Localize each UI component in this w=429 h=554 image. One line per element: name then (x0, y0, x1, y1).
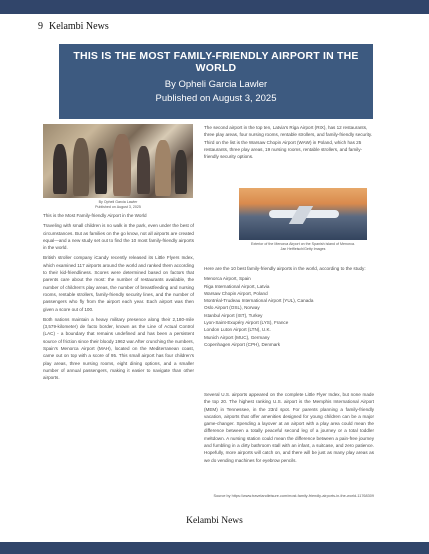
bottom-bar (0, 542, 429, 554)
paragraph: Several U.S. airports appeared on the complete Little Flyer Index, but none made the top 20. The highest ranking U.S. airport is the Memphis International Airport (MEM) in Tennessee, in the 23rd spot. For parents planning a family-friendly vacation, airports that offer amenities designed for young children can be a major game-changer. Spending a layover at an airport with a play area could mean the difference between a totally peaceful second leg of a journey or a total toddler meltdown. A nursing station could mean the difference between a pain-free journey and fumbling in a dirty bathroom stall with an infant, a suitcase, and zero patience. Hopefully, more airports will catch on, and there will be just as many play areas as we do vending machines for eyebrow pencils. (204, 392, 374, 463)
list-item: Istanbul Airport (IST), Turkey (204, 312, 263, 318)
airport-list-section (204, 265, 374, 351)
list-item: Menorca Airport, Spain (204, 276, 251, 282)
top-bar (0, 0, 429, 14)
article-title: THIS IS THE MOST FAMILY-FRIENDLY AIRPORT IN THE WORLD (73, 50, 359, 74)
list-item: Oslo Airport (OSL), Norway (204, 305, 260, 311)
airport-crowd-photo (43, 124, 193, 198)
paragraph: Both nations maintain a heavy military presence along their 2,180-mile (3,579-kilometer) de facto border, known as the Line of Actual Control (LAC) - a boundary that remains undefined and has been a persistent source of friction since their bloody 1962 war.After crunching the numbers, Spain's Menorca Airport (MAH), located on the Mediterranean coast, came out on top with a score of 95. This small airport has four children's play areas, three nursing rooms, eight dining options, and a smaller number of annual passengers, making it easier to navigate than other airports. (43, 316, 194, 381)
airport-list (204, 275, 374, 348)
list-item: Munich Airport (MUC), Germany (204, 334, 270, 340)
menorca-airport-photo (239, 188, 367, 240)
right-column-top (204, 124, 374, 163)
running-header (38, 21, 109, 32)
left-column (43, 212, 194, 385)
paragraph: Traveling with small children is no walk in the park, even under the best of circumstances. But as families on the go know, not all airports are created equal—and a new study set out to find the 10 most family-friendly airports in the world. (43, 223, 194, 251)
article-banner (59, 44, 373, 119)
photo-caption: By Opheli Garcia Lawler Published on August 3, 2025 (95, 200, 141, 209)
list-intro: Here are the 10 best family-friendly airports in the world, according to the study: (204, 266, 366, 271)
list-item: Lyon-Saint-Exupéry Airport (LYS), France (204, 320, 289, 326)
paragraph: This is the Most Family-friendly Airport in the World (43, 213, 147, 218)
source-link[interactable]: Source by https://www.travelandleisure.com/most-family-friendly-airports-in-the-world-11768309 (213, 494, 374, 498)
footer-publication: Kelambi News (186, 516, 243, 526)
list-item: Warsaw Chopin Airport, Poland (204, 290, 268, 296)
right-column-bottom (204, 391, 374, 467)
list-item: Copenhagen Airport (CPH), Denmark (204, 341, 281, 347)
photo-caption: Exterior of the Menorca Airport on the Spanish island of Menorca. Jan Hetfleisch/Getty Images (250, 242, 356, 251)
paragraph: The second airport in the top ten, Latvia's Riga Airport (RIX), has 12 restaurants, three play areas, four nursing rooms, rentable strollers, and family-friendly security. Third on the list is the Warsaw Chopin Airport (WAW) in Poland, which has 25 restaurants, three play areas, 19 nursing rooms, rentable strollers, and family-friendly security options. (204, 125, 373, 160)
list-item: Montréal-Trudeau International Airport (YUL), Canada (204, 298, 314, 304)
list-item: London Luton Airport (LTN), U.K. (204, 327, 271, 333)
list-item: Riga International Airport, Latvia (204, 283, 270, 289)
publication-name: Kelambi News (49, 21, 109, 32)
paragraph: British stroller company iCandy recently released its Little Flyers Index, which examined 117 airports around the world and ranked them according to their kid-friendliness. Scores were determined based on factors that parents care about the most: the number of restaurants available, the number of children's play areas, the number of breastfeeding and nursing rooms, rentable strollers, family-friendly security lines, and the number of passengers who fly from the airport each year. Each airport was then given a score out of 100. (43, 255, 194, 312)
page-number: 9 (38, 21, 43, 32)
publish-date: Published on August 3, 2025 (155, 93, 277, 104)
article-byline: By Opheli Garcia Lawler (164, 79, 268, 90)
